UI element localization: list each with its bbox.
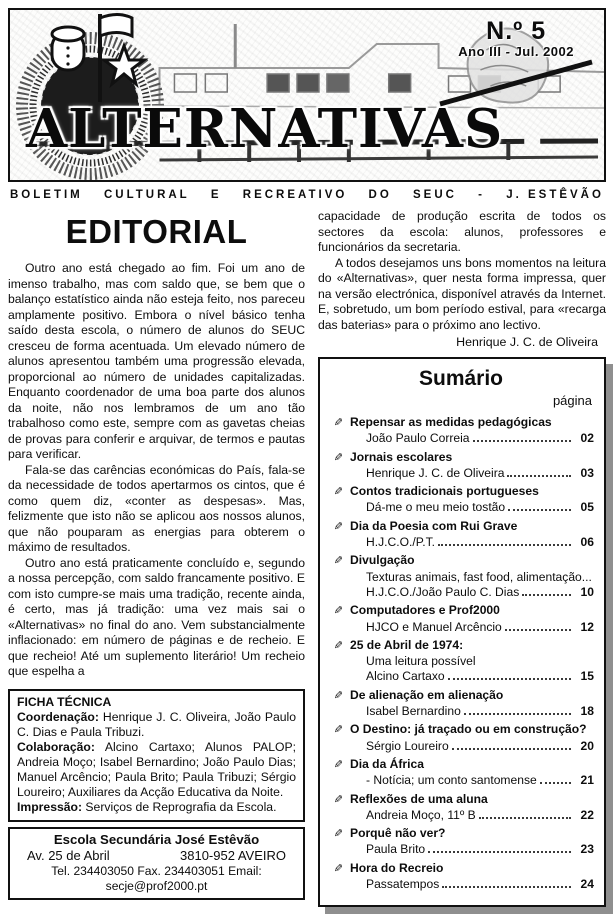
- pencil-bullet-icon: ✎: [333, 520, 343, 533]
- sumario-item-author: H.J.C.O./João Paulo C. Dias: [366, 584, 520, 599]
- sumario-item-author: H.J.C.O./P.T.: [366, 535, 435, 550]
- sumario-item-page: 20: [580, 738, 594, 753]
- pencil-bullet-icon: ✎: [333, 689, 343, 702]
- dotted-leader: [464, 713, 571, 715]
- sumario-item: [328, 688, 594, 720]
- pencil-bullet-icon: ✎: [333, 862, 343, 875]
- sumario-item-author: Passatempos: [366, 877, 440, 892]
- issue-number: N.º 5: [486, 17, 547, 45]
- address-row: [17, 848, 296, 864]
- editorial-heading: EDITORIAL: [65, 213, 248, 250]
- pencil-bullet-icon: ✎: [333, 793, 343, 806]
- ficha-line-text: Alcino Cartaxo; Alunos PALOP; Andreia Moço; Isabel Bernardino; João Paulo Dias; Manuel Arcêncio; Paula Brito; Paula Tribuzi; Sérgio Loureiro; Auxiliares da Acção Educativa da Noite.: [17, 739, 296, 799]
- sumario-item-title: De alienação em alienação: [350, 687, 504, 702]
- sumario-item-title-row: [328, 757, 594, 773]
- sumario-item-page: 02: [580, 431, 594, 446]
- subtitle-word: -: [478, 189, 485, 201]
- dotted-leader: [522, 594, 571, 596]
- dotted-leader: [479, 817, 571, 819]
- sumario-item: [328, 484, 594, 516]
- sumario-item-title-row: [328, 826, 594, 842]
- pencil-bullet-icon: ✎: [333, 417, 343, 429]
- pencil-bullet-icon: ✎: [333, 605, 343, 618]
- page-column-label: página: [552, 393, 592, 408]
- sumario-item: [328, 792, 594, 824]
- sumario-item-title: Reflexões de uma aluna: [350, 791, 488, 806]
- pencil-bullet-icon: ✎: [333, 724, 343, 737]
- editorial-column: [8, 209, 305, 900]
- postal-code: 3810-952 AVEIRO: [180, 847, 286, 863]
- pencil-bullet-icon: ✎: [333, 451, 343, 464]
- sumario-item-subtitle: Texturas animais, fast food, alimentação...: [366, 569, 592, 584]
- dotted-leader: [428, 851, 571, 853]
- sumario-item-author-row: [328, 842, 594, 857]
- sumario-item-title-row: [328, 792, 594, 808]
- main-content: [8, 209, 606, 907]
- sumario-item-title: Porquê não ver?: [350, 826, 446, 841]
- sumario-item-title-row: [328, 603, 594, 619]
- editorial-paragraph: A todos desejamos uns bons momentos na leitura do «Alternativas», quer nesta forma impressa, quer na versão electrónica, disponível através da Internet. E, sobretudo, um bom período estival, para «recarga das baterias» para o próximo ano lectivo.: [318, 255, 606, 332]
- sumario-item-author-row: [328, 669, 594, 684]
- sumario-item-author: Isabel Bernardino: [366, 704, 461, 719]
- issue-date: Ano III - Jul. 2002: [458, 44, 574, 59]
- pencil-bullet-icon: ✎: [333, 758, 343, 771]
- sumario-item-title: Repensar as medidas pedagógicas: [350, 415, 552, 429]
- sumario-item-author-row: [328, 620, 594, 635]
- school-name: Escola Secundária José Estêvão: [53, 831, 260, 847]
- sumario-item: [328, 415, 594, 447]
- sumario-item: [328, 757, 594, 789]
- dotted-leader: [438, 544, 571, 546]
- sumario-item-author: HJCO e Manuel Arcêncio: [366, 619, 502, 634]
- dotted-leader: [452, 748, 571, 750]
- sumario-item-author-row: [328, 500, 594, 515]
- sumario-item-author-row: [328, 466, 594, 481]
- sumario-item-title-row: [328, 484, 594, 500]
- sumario-item-page: 23: [580, 842, 594, 857]
- subtitle-word: E: [210, 189, 222, 201]
- dotted-leader: [473, 440, 571, 442]
- sumario-item-author: - Notícia; um conto santomense: [366, 773, 537, 788]
- bulletin-subtitle: [10, 189, 604, 201]
- subtitle-word: SEUC: [412, 189, 457, 201]
- sumario-item: [328, 638, 594, 685]
- sumario-item-author-row: [328, 773, 594, 788]
- sumario-item-author: Paula Brito: [366, 842, 426, 857]
- subtitle-word: J. ESTÊVÃO: [506, 189, 604, 201]
- subtitle-word: RECREATIVO: [242, 189, 348, 201]
- sumario-title: Sumário: [418, 367, 504, 390]
- dotted-leader: [505, 629, 571, 631]
- sumario-item-author: João Paulo Correia: [366, 431, 470, 446]
- sumario-item-title-row: [328, 415, 594, 431]
- sumario-item-title: Jornais escolares: [350, 449, 453, 464]
- sumario-item-title: 25 de Abril de 1974:: [350, 637, 464, 652]
- sumario-item-page: 21: [580, 773, 594, 788]
- sumario-box: [318, 357, 606, 907]
- ficha-line-text: Henrique J. C. Oliveira, João Paulo C. Dias e Paula Tribuzi.: [17, 709, 296, 739]
- dotted-leader: [507, 475, 571, 477]
- sumario-item-author-row: [328, 585, 594, 600]
- sumario-item-title-row: [328, 722, 594, 738]
- sumario-item-author: Henrique J. C. de Oliveira: [366, 465, 505, 480]
- masthead-header: [8, 8, 606, 182]
- ficha-line-label: Coordenação:: [17, 709, 99, 724]
- editorial-paragraph: Outro ano está praticamente concluído e, segundo a nossa percepção, com saldo francamente positivo. E com isto cumpre-se mais uma tradição, recente ainda, é certo, mas já tradição: uma vez mais sai o «Alternativas» no final do ano. Vem substancialmente inflacionado: em número de páginas e de recheio. E que recheio! Até um suplemento literário! Um recheio que espelha a: [8, 555, 305, 678]
- sumario-item-author: Andreia Moço, 11º B: [366, 807, 476, 822]
- sumario-item: [328, 722, 594, 754]
- dotted-leader: [508, 509, 571, 511]
- sumario-item: [328, 519, 594, 551]
- sumario-item-author: Sérgio Loureiro: [366, 738, 449, 753]
- dotted-leader: [540, 782, 571, 784]
- sumario-item-page: 22: [580, 807, 594, 822]
- dotted-leader: [448, 678, 571, 680]
- ficha-line-label: Impressão:: [17, 799, 83, 814]
- sumario-item-title-row: [328, 553, 594, 569]
- dotted-leader: [442, 886, 571, 888]
- ficha-tecnica-line: [17, 800, 296, 815]
- sumario-item-page: 18: [580, 704, 594, 719]
- subtitle-word: BOLETIM: [10, 189, 83, 201]
- sumario-item: [328, 861, 594, 893]
- sumario-item-author-row: [328, 808, 594, 823]
- sumario-item-page: 03: [580, 465, 594, 480]
- sumario-item-title: Contos tradicionais portugueses: [350, 484, 539, 499]
- pencil-bullet-icon: ✎: [333, 486, 343, 499]
- pencil-bullet-icon: ✎: [333, 639, 343, 652]
- street-address: Av. 25 de Abril: [27, 847, 110, 863]
- ficha-tecnica-line: [17, 740, 296, 800]
- pencil-bullet-icon: ✎: [333, 828, 343, 841]
- editorial-paragraph: Outro ano está chegado ao fim. Foi um ano de imenso trabalho, mas com saldo que, se bem que o balanço estatístico ainda não esteja feito, nos pareceu amplamente positivo. Embora o nível básico tenha saído desta escola, o número de alunos do SEUC cresceu de forma acentuada. Um elevado número de alunos apresentou também uma progressão elevada, proporcional ao número de unidades capitalizadas. Enquanto coordenador de uma boa parte dos alunos da noite, não nos lembramos de um ano tão trabalhoso como este, sempre com as gavetas cheias de provas para conferir e arquivar, de termos e pautas para verificar.: [8, 261, 305, 461]
- ficha-tecnica-title: FICHA TÉCNICA: [17, 694, 112, 709]
- sumario-item-page: 15: [580, 669, 594, 684]
- ficha-tecnica-box: [8, 689, 305, 822]
- editorial-paragraph: capacidade de produção escrita de todos os sectores da escola: alunos, professores e funcionários da secretaria.: [318, 209, 606, 254]
- sumario-item-title: O Destino: já traçado ou em construção?: [350, 722, 587, 737]
- sumario-item-author-row: [328, 739, 594, 754]
- pencil-bullet-icon: ✎: [333, 555, 343, 568]
- ficha-line-text: Serviços de Reprografia da Escola.: [85, 799, 277, 814]
- sumario-item-author: Alcino Cartaxo: [366, 669, 445, 684]
- sumario-item-title-row: [328, 688, 594, 704]
- sumario-item-author-row: [328, 535, 594, 550]
- sumario-item: [328, 450, 594, 482]
- sumario-item-title-row: [328, 450, 594, 466]
- sumario-item-author-row: [328, 704, 594, 719]
- subtitle-word: CULTURAL: [103, 189, 190, 201]
- issue-block: [458, 18, 574, 59]
- subtitle-word: DO: [368, 189, 392, 201]
- sumario-item-author-row: [328, 877, 594, 892]
- sumario-item-page: 05: [580, 500, 594, 515]
- sumario-item-page: 06: [580, 535, 594, 550]
- ficha-line-label: Colaboração:: [17, 739, 95, 754]
- sumario-item-title: Dia da Poesia com Rui Grave: [350, 518, 518, 533]
- ficha-tecnica-line: [17, 710, 296, 740]
- editorial-paragraph: Fala-se das carências económicas do País, fala-se da necessidade de todos apertarmos os cintos, que é como quem diz, «conter as despesas». Mas, felizmente que isto não se aplicou aos nossos alunos, que não pouparam as energias para obterem o máximo de resultados.: [8, 462, 305, 554]
- contacts-line: Tel. 234403050 Fax. 234403051 Email: secje@prof2000.pt: [51, 863, 262, 893]
- sumario-item-title: Computadores e Prof2000: [350, 603, 500, 618]
- sumario-item-title: Hora do Recreio: [350, 860, 444, 875]
- sumario-item: [328, 826, 594, 858]
- sumario-item-title: Dia da África: [350, 756, 424, 771]
- sumario-item: [328, 603, 594, 635]
- editorial-signature: Henrique J. C. de Oliveira: [456, 335, 598, 349]
- sumario-item-page: 12: [580, 619, 594, 634]
- sumario-item-page: 24: [580, 877, 594, 892]
- school-address-box: [8, 827, 305, 900]
- sumario-item-title-row: [328, 638, 594, 654]
- sumario-item-author-row: [328, 431, 594, 446]
- sumario-item-subtitle: Uma leitura possível: [366, 654, 476, 669]
- sumario-item-author: Dá-me o meu meio tostão: [366, 500, 506, 515]
- masthead-title: ALTERNATIVAS: [26, 98, 504, 160]
- sumario-item-title-row: [328, 861, 594, 877]
- sumario-item: [328, 553, 594, 600]
- sumario-item-page: 10: [580, 584, 594, 599]
- right-column: [318, 209, 606, 907]
- diagonal-stroke: [436, 58, 596, 108]
- sumario-item-title: Divulgação: [350, 553, 415, 568]
- sumario-item-title-row: [328, 519, 594, 535]
